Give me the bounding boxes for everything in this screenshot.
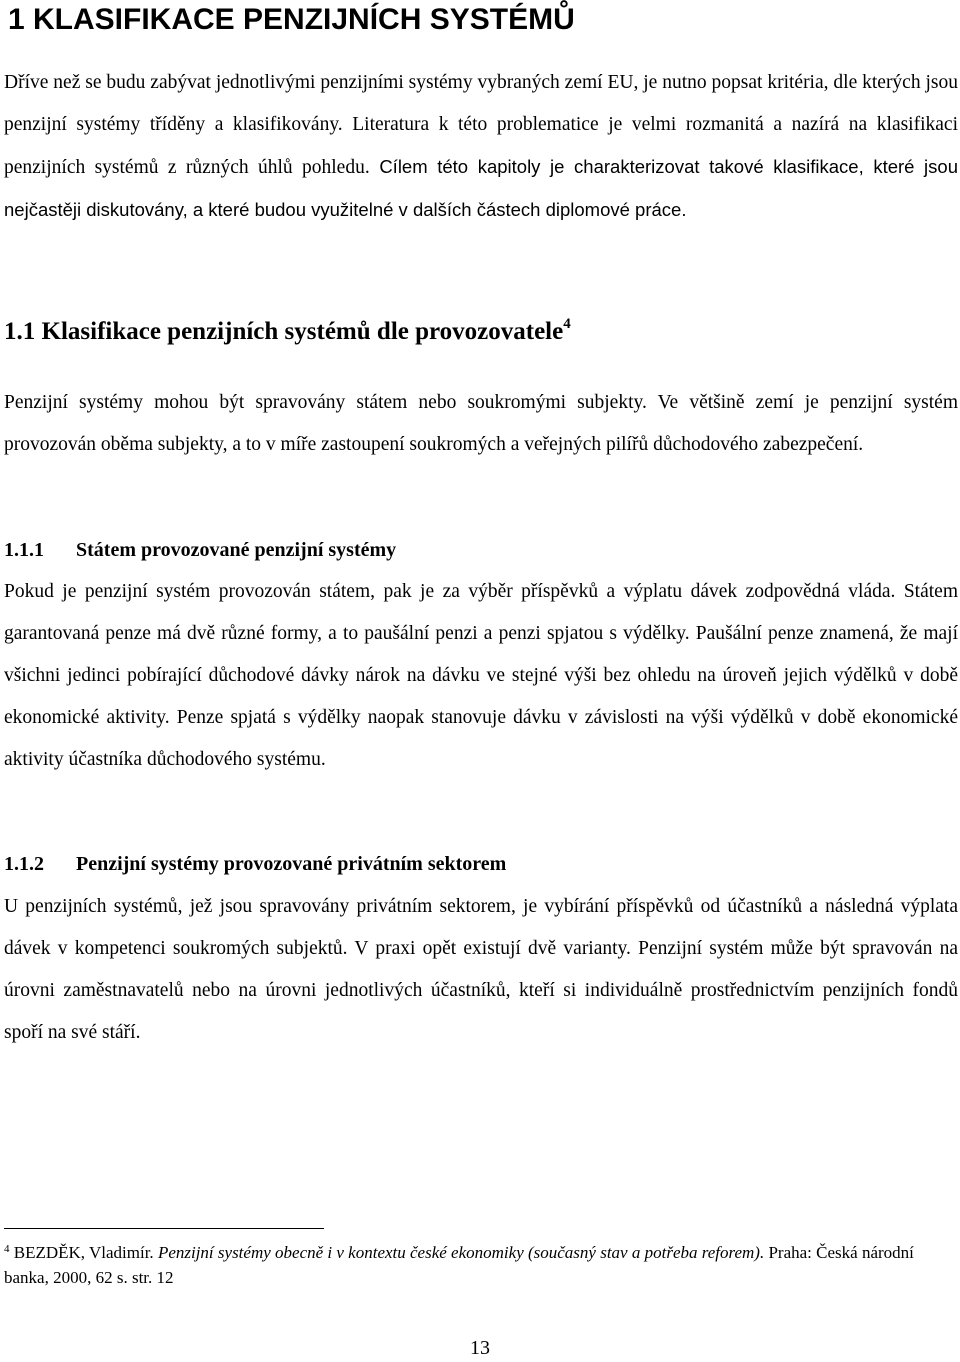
footnote-publication: Praha: Česká národní banka, 2000, 62 s. str. 12 xyxy=(4,1243,914,1287)
section-heading-1-1-2 xyxy=(4,850,944,878)
section-title-1-1: 1.1 Klasifikace penzijních systémů dle provozovatele xyxy=(4,318,564,345)
intro-text-serif: Dříve než se budu zabývat jednotlivými penzijními systémy vybraných zemí EU, je nutno popsat kritéria, dle kterých jsou penzijní systémy tříděny a klasifikovány. Literatura k této problematice je velmi rozmanitá a nazírá na klasifikaci penzijních systémů z různých úhlů pohledu. xyxy=(4,72,958,178)
section-paragraph-1-1-2: U penzijních systémů, jež jsou spravovány privátním sektorem, je vybírání příspěvků od účastníků a následná výplata dávek v kompetenci soukromých subjektů. V praxi opět existují dvě varianty. Penzijní systém může být spravován na úrovni zaměstnavatelů nebo na úrovni jednotlivých účastníků, kteří si individuálně prostřednictvím penzijních fondů spoří na své stáří. xyxy=(4,896,958,1043)
intro-paragraph xyxy=(4,62,958,232)
footnote-separator xyxy=(4,1228,324,1229)
section-heading-1-1-1 xyxy=(4,536,944,564)
footnote xyxy=(4,1240,958,1290)
section-title: Státem provozované penzijní systémy xyxy=(76,539,397,561)
section-number: 1.1.2 xyxy=(4,853,44,875)
section-number: 1.1.1 xyxy=(4,539,44,561)
footnote-reference[interactable]: 4 xyxy=(563,316,571,332)
footnote-title: Penzijní systémy obecně i v kontextu české ekonomiky (současný stav a potřeba reforem). xyxy=(157,1243,765,1262)
section-paragraph-1-1-1: Pokud je penzijní systém provozován státem, pak je za výběr příspěvků a výplatu dávek zodpovědná vláda. Státem garantovaná penze má dvě různé formy, a to paušální penzi a penzi spjatou s výdělky. Paušální penze znamená, že mají všichni jedinci pobírající důchodové dávky nárok na dávku ve stejné výši bez ohledu na úroveň jejich výdělků v době ekonomické aktivity. Penze spjatá s výdělky naopak stanovuje dávku v závislosti na výši výdělků v době ekonomické aktivity účastníka důchodového systému. xyxy=(4,581,958,770)
footnote-author: BEZDĚK, Vladimír. xyxy=(9,1243,158,1262)
intro-text-sans: Cílem této kapitoly je charakterizovat takové klasifikace, které jsou nejčastěji diskutovány, a které budou využitelné v dalších částech diplomové práce. xyxy=(4,156,958,220)
chapter-heading: 1 KLASIFIKACE PENZIJNÍCH SYSTÉMŮ xyxy=(8,3,575,36)
footnote-number: 4 xyxy=(4,1243,10,1255)
section-title: Penzijní systémy provozované privátním sektorem xyxy=(76,853,507,875)
section-heading-1-1 xyxy=(4,316,944,348)
page-number: 13 xyxy=(470,1337,490,1359)
section-paragraph-1-1: Penzijní systémy mohou být spravovány státem nebo soukromými subjekty. Ve většině zemí je penzijní systém provozován oběma subjekty, a to v míře zastoupení soukromých a veřejných pilířů důchodového zabezpečení. xyxy=(4,392,958,455)
